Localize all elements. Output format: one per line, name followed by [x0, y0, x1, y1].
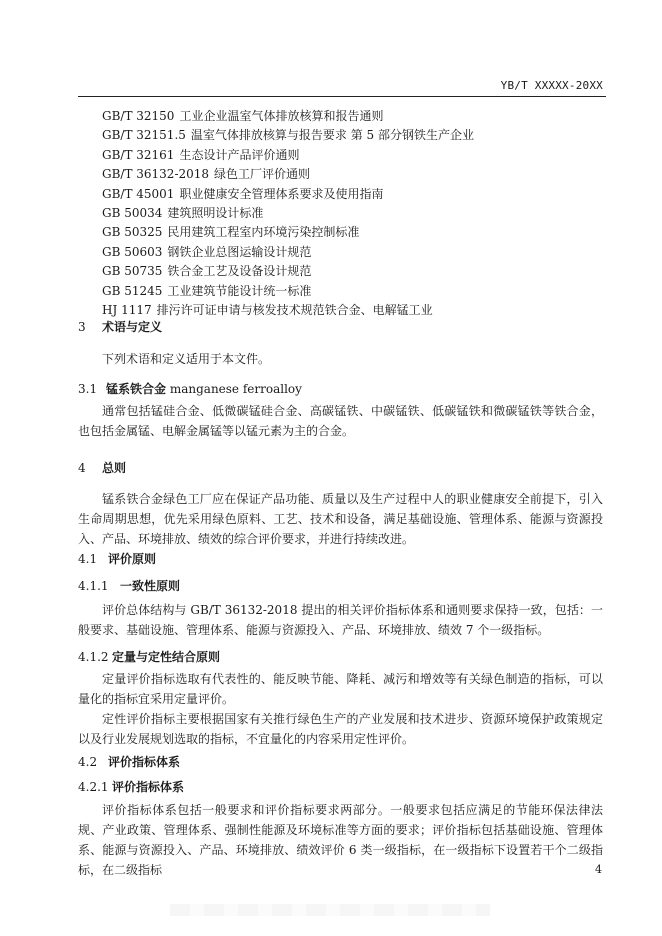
section-3-heading: 3 术语与定义 — [78, 320, 163, 334]
section-4-2-1-body: 评价指标体系包括一般要求和评价指标要求两部分。一般要求包括应满足的节能环保法律法规、产业政策、管理体系、强制性能源及环境标准等方面的要求；评价指标包括基础设施、管理体系、能源与资源投入、产品、环境排放、绩效评价 6 类一级指标，在一级指标下设置若干个二级指标，在二级指标 — [78, 803, 603, 877]
section-4-2-1-heading: 4.2.1 评价指标体系 — [78, 780, 185, 794]
section-4-heading: 4 总则 — [78, 461, 127, 475]
section-4-1-1-body: 评价总体结构与 GB/T 36132-2018 提出的相关评价指标体系和通则要求保持一致，包括：一般要求、基础设施、管理体系、能源与资源投入、产品、环境排放、绩效 7 个一级指标。 — [78, 603, 603, 637]
reference-item: GB 50603 钢铁企业总图运输设计规范 — [102, 244, 312, 259]
section-4-1-2-body-2: 定性评价指标主要根据国家有关推行绿色生产的产业发展和技术进步、资源环境保护政策规定以及行业发展规划选取的指标，不宜量化的内容采用定性评价。 — [78, 712, 603, 746]
term-3-1-definition: 通常包括锰硅合金、低微碳锰硅合金、高碳锰铁、中碳锰铁、低碳锰铁和微碳锰铁等铁合金，也包括金属锰、电解金属锰等以锰元素为主的合金。 — [78, 404, 603, 438]
reference-item: GB 50735 铁合金工艺及设备设计规范 — [102, 264, 312, 279]
page-number: 4 — [595, 863, 602, 876]
reference-item: GB/T 32161 生态设计产品评价通则 — [102, 147, 300, 162]
footer-watermark — [170, 904, 490, 916]
reference-item: GB/T 45001 职业健康安全管理体系要求及使用指南 — [102, 186, 384, 201]
section-4-1-2-body-1: 定量评价指标选取有代表性的、能反映节能、降耗、减污和增效等有关绿色制造的指标，可以量化的指标宜采用定量评价。 — [78, 672, 603, 706]
section-4-1-1-heading: 4.1.1 一致性原则 — [78, 579, 181, 593]
section-4-body: 锰系铁合金绿色工厂应在保证产品功能、质量以及生产过程中人的职业健康安全前提下，引入生命周期思想，优先采用绿色原料、工艺、技术和设备，满足基础设施、管理体系、能源与资源投入、产品、环境排放、绩效的综合评价要求，并进行持续改进。 — [78, 492, 603, 546]
term-3-1-heading: 3.1 锰系铁合金 manganese ferroalloy — [78, 382, 302, 396]
reference-item: GB/T 36132-2018 绿色工厂评价通则 — [102, 167, 311, 182]
reference-item: GB 50034 建筑照明设计标准 — [102, 206, 264, 221]
reference-item: GB 50325 民用建筑工程室内环境污染控制标准 — [102, 225, 360, 240]
section-4-1-heading: 4.1 评价原则 — [78, 552, 157, 566]
reference-item: GB 51245 工业建筑节能设计统一标准 — [102, 283, 312, 298]
header-divider — [78, 96, 606, 97]
section-4-1-2-heading: 4.1.2 定量与定性结合原则 — [78, 650, 221, 664]
reference-item: HJ 1117 排污许可证申请与核发技术规范铁合金、电解锰工业 — [102, 303, 433, 318]
section-3-intro: 下列术语和定义适用于本文件。 — [102, 352, 271, 366]
normative-references-list — [102, 107, 602, 320]
document-code-header: YB/T XXXXX-20XX — [500, 79, 603, 92]
section-4-2-heading: 4.2 评价指标体系 — [78, 755, 181, 769]
reference-item: GB/T 32151.5 温室气体排放核算与报告要求 第 5 部分钢铁生产企业 — [102, 128, 474, 143]
reference-item: GB/T 32150 工业企业温室气体排放核算和报告通则 — [102, 109, 384, 123]
